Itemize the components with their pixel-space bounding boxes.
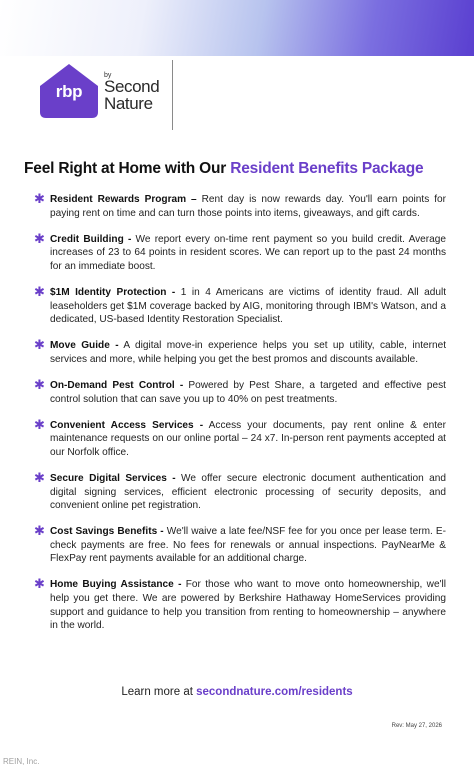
benefit-text: Powered by Pest Share, a targeted and effective pest control solution that can save you up to 40% on pest treatments. xyxy=(50,379,446,405)
benefit-text: We report every on-time rent payment so you build credit. Average increases of 23 to 64 points in resident scores. We can report up to the past 24 months for an immediate boost. xyxy=(50,233,446,272)
learn-more-prefix: Learn more at xyxy=(121,686,197,698)
asterisk-icon: ✱ xyxy=(34,230,45,246)
logo-brand-text: Second Nature xyxy=(104,77,160,113)
page-title-accent: Resident Benefits Package xyxy=(230,160,424,177)
asterisk-icon: ✱ xyxy=(34,469,45,485)
benefit-text: We'll waive a late fee/NSF fee for you once per lease term. E-check payments are free. No fees for renewals or annual inspections. PayNearMe & FlexPay rent payments available for an additional charge. xyxy=(50,526,446,565)
rbp-logo xyxy=(38,62,208,132)
benefit-text: A digital move-in experience helps you set up utility, cable, internet services and more, while helping you get the best promos and discounts available. xyxy=(50,340,447,365)
benefit-item-rewards xyxy=(36,193,446,220)
benefit-title: Convenient Access Services - xyxy=(50,419,204,431)
benefit-title: Home Buying Assistance - xyxy=(50,579,182,591)
revision-date: Rev: May 27, 2026 xyxy=(391,723,442,729)
watermark-text: REIN, Inc. xyxy=(3,757,40,766)
benefit-item-identity xyxy=(34,283,446,327)
page-title-prefix: Feel Right at Home with Our xyxy=(24,160,231,177)
benefit-item-home-buying xyxy=(36,578,446,632)
asterisk-icon: ✱ xyxy=(34,376,45,392)
learn-more-line xyxy=(0,686,474,698)
asterisk-icon: ✱ xyxy=(34,283,45,299)
benefit-text: Rent day is now rewards day. You'll earn points for paying rent on time and can turn those points into items, giveaways, and gift cards. xyxy=(50,194,446,219)
benefit-title: $1M Identity Protection - xyxy=(50,286,176,298)
benefit-title: On-Demand Pest Control - xyxy=(50,379,184,391)
logo-divider xyxy=(172,60,173,130)
logo-mark-text: rbp xyxy=(55,82,83,101)
benefit-title: Resident Rewards Program – xyxy=(50,194,197,205)
benefit-item-move-guide xyxy=(36,339,446,366)
asterisk-icon: ✱ xyxy=(34,523,45,539)
benefit-title: Move Guide - xyxy=(50,340,119,352)
benefit-item-access xyxy=(34,416,447,460)
asterisk-icon: ✱ xyxy=(34,416,45,432)
benefit-item-cost-savings xyxy=(36,525,446,566)
benefit-text: 1 in 4 Americans are victims of identity fraud. All adult leaseholders get $1M coverage backed by AIG, monitoring through IBM's Watson, and a dedicated, US-based Identity Restoration Specialist. xyxy=(50,286,446,326)
benefit-title: Credit Building - xyxy=(50,233,132,245)
benefit-item-pest-control xyxy=(34,376,446,406)
benefit-text: Access your documents, pay rent online & enter maintenance requests on our online portal – 24 x7. In-person rent payments accepted at our Norfolk office. xyxy=(50,419,447,458)
benefit-text: We offer secure electronic document authentication and digital signing services, efficient electronic processing of security deposits, and convenient online pet registration. xyxy=(50,472,446,512)
header-gradient-band xyxy=(0,0,474,56)
learn-more-link[interactable]: secondnature.com/residents xyxy=(196,686,353,698)
benefit-text: For those who want to move onto homeownership, we'll help you get there. We are powered by Berkshire Hathaway HomeServices providing support and guidance to help you transition from renting to homeownership – anywhere in the world. xyxy=(50,579,446,632)
benefits-list xyxy=(36,193,446,645)
asterisk-icon: ✱ xyxy=(34,576,45,592)
benefit-title: Secure Digital Services - xyxy=(50,472,176,484)
benefit-item-digital xyxy=(34,469,446,513)
benefit-item-credit xyxy=(34,230,446,274)
asterisk-icon: ✱ xyxy=(34,191,45,206)
benefit-title: Cost Savings Benefits - xyxy=(50,526,164,538)
logo-by-text: by xyxy=(104,72,112,79)
page-title xyxy=(24,160,454,178)
asterisk-icon: ✱ xyxy=(34,337,45,353)
